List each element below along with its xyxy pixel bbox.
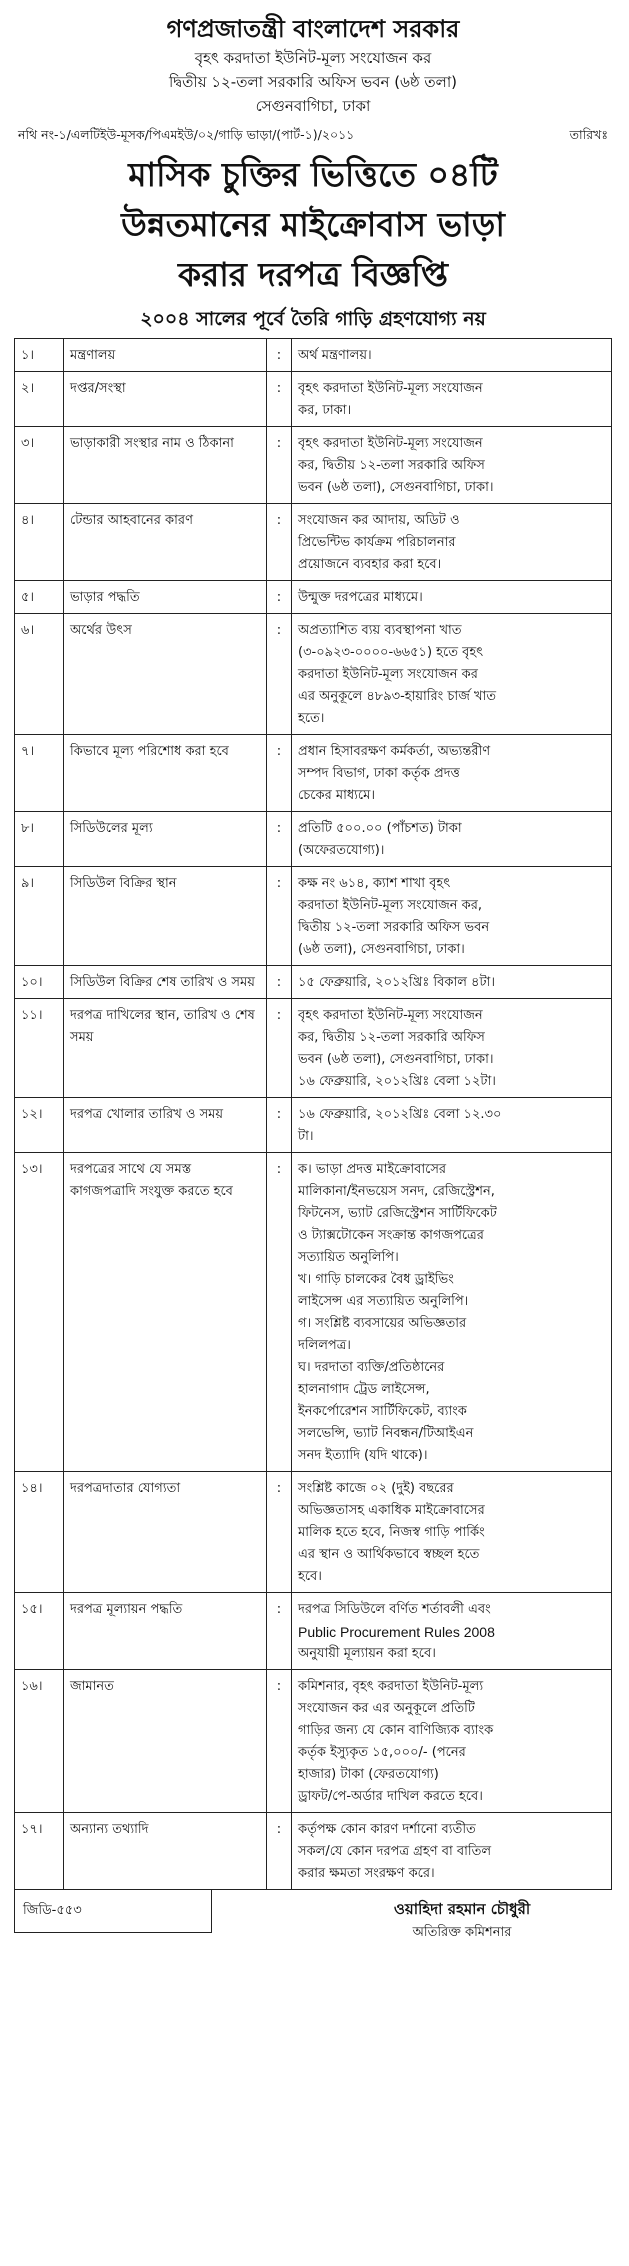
date-label: তারিখঃ (569, 127, 608, 142)
row-label: টেন্ডার আহবানের কারণ (64, 504, 267, 581)
value-line: সংযোজন কর এর অনুকূলে প্রতিটি (298, 1701, 475, 1716)
value-line: হতে। (298, 711, 325, 726)
value-line: (৬ষ্ঠ তলা), সেগুনবাগিচা, ঢাকা। (298, 942, 465, 957)
title-line: উন্নতমানের মাইক্রোবাস ভাড়া (121, 205, 505, 244)
row-label: দরপত্র খোলার তারিখ ও সময় (64, 1098, 267, 1153)
value-line: গাড়ির জন্য যে কোন বাণিজ্যিক ব্যাংক (298, 1723, 494, 1738)
row-value (292, 812, 612, 867)
signatory-designation: অতিরিক্ত কমিশনার (412, 1925, 512, 1940)
value-line: করদাতা ইউনিট-মূল্য সংযোজন কর (298, 667, 478, 682)
row-number: ১৭। (15, 1813, 64, 1890)
building-name: দ্বিতীয় ১২-তলা সরকারি অফিস ভবন (৬ষ্ঠ তলা) (168, 73, 458, 91)
signatory-name: ওয়াহিদা রহমান চৌধুরী (393, 1900, 531, 1918)
value-line: গ। সংশ্লিষ্ট ব্যবসায়ের অভিজ্ঞতার (298, 1316, 467, 1331)
row-label: অন্যান্য তথ্যাদি (64, 1813, 267, 1890)
value-line: অভিজ্ঞতাসহ একাধিক মাইক্রোবাসের (298, 1503, 485, 1518)
row-separator: : (267, 504, 292, 581)
value-line: মালিকানা/ইনভয়েস সনদ, রেজিস্ট্রেশন, (298, 1184, 495, 1199)
value-line: সংযোজন কর আদায়, অডিট ও (298, 513, 460, 528)
row-value (292, 1813, 612, 1890)
row-number: ১৬। (15, 1670, 64, 1813)
value-line: (অফেরতযোগ্য)। (298, 843, 385, 858)
row-number: ১১। (15, 999, 64, 1098)
row-separator: : (267, 999, 292, 1098)
tender-notice (14, 8, 612, 1944)
row-value (292, 867, 612, 966)
value-line: বৃহৎ করদাতা ইউনিট-মূল্য সংযোজন (298, 436, 483, 451)
value-line: সকল/যে কোন দরপত্র গ্রহণ বা বাতিল (298, 1844, 492, 1859)
row-label: দপ্তর/সংস্থা (64, 372, 267, 427)
row-label: কিভাবে মূল্য পরিশোধ করা হবে (64, 735, 267, 812)
row-number: ৬। (15, 614, 64, 735)
row-separator: : (267, 867, 292, 966)
value-line: কমিশনার, বৃহৎ করদাতা ইউনিট-মূল্য (298, 1679, 484, 1694)
row-value (292, 999, 612, 1098)
value-line: ড্রাফট/পে-অর্ডার দাখিল করতে হবে। (298, 1789, 483, 1804)
row-value (292, 504, 612, 581)
row-value (292, 427, 612, 504)
value-line: ১৬ ফেব্রুয়ারি, ২০১২খ্রিঃ বেলা ১২.৩০ (298, 1107, 502, 1122)
row-value (292, 1593, 612, 1670)
value-line: লাইসেন্স এর সত্যায়িত অনুলিপি। (298, 1294, 469, 1309)
value-line: এর স্থান ও আর্থিকভাবে স্বচ্ছল হতে (298, 1547, 480, 1562)
value-line: মালিক হতে হবে, নিজস্ব গাড়ি পার্কিং (298, 1525, 485, 1540)
value-line: কর, দ্বিতীয় ১২-তলা সরকারি অফিস (298, 1030, 485, 1045)
row-number: ২। (15, 372, 64, 427)
value-line: হবে। (298, 1569, 322, 1584)
row-value (292, 966, 612, 999)
gd-code: জিডি-৫৫৩ (14, 1890, 212, 1933)
row-separator: : (267, 339, 292, 372)
value-line: বৃহৎ করদাতা ইউনিট-মূল্য সংযোজন (298, 1008, 483, 1023)
value-line: অনুযায়ী মূল্যায়ন করা হবে। (298, 1646, 436, 1661)
row-separator: : (267, 581, 292, 614)
value-line: ঘ। দরদাতা ব্যক্তি/প্রতিষ্ঠানের (298, 1360, 445, 1375)
value-line: প্রতিটি ৫০০.০০ (পাঁচশত) টাকা (298, 821, 462, 836)
row-separator: : (267, 1098, 292, 1153)
value-line: Public Procurement Rules 2008 (298, 1624, 495, 1640)
row-value (292, 372, 612, 427)
value-line: প্রয়োজনে ব্যবহার করা হবে। (298, 557, 442, 572)
value-line: দরপত্র সিডিউলে বর্ণিত শর্তাবলী এবং (298, 1602, 491, 1617)
table-row (15, 1098, 612, 1153)
row-separator: : (267, 735, 292, 812)
row-number: ৯। (15, 867, 64, 966)
table-row (15, 427, 612, 504)
row-label: ভাড়ার পদ্ধতি (64, 581, 267, 614)
value-line: কর্তৃক ইস্যুকৃত ১৫,০০০/- (পনের (298, 1745, 466, 1760)
title-line: মাসিক চুক্তির ভিত্তিতে ০৪টি (128, 155, 498, 194)
value-line: ভবন (৬ষ্ঠ তলা), সেগুনবাগিচা, ঢাকা। (298, 1052, 494, 1067)
value-line: ফিটনেস, ভ্যাট রেজিস্ট্রেশন সার্টিফিকেট (298, 1206, 497, 1221)
row-separator: : (267, 1813, 292, 1890)
value-line: হাজার) টাকা (ফেরতযোগ্য) (298, 1767, 439, 1782)
value-line: করার ক্ষমতা সংরক্ষণ করে। (298, 1866, 435, 1881)
row-separator: : (267, 1472, 292, 1593)
table-row (15, 614, 612, 735)
value-line: কর, দ্বিতীয় ১২-তলা সরকারি অফিস (298, 458, 485, 473)
notice-title (14, 150, 612, 300)
row-number: ৫। (15, 581, 64, 614)
row-number: ১। (15, 339, 64, 372)
row-value (292, 735, 612, 812)
value-line: (৩-০৯২৩-০০০০-৬৬৫১) হতে বৃহৎ (298, 645, 484, 660)
value-line: খ। গাড়ি চালকের বৈধ ড্রাইভিং (298, 1272, 454, 1287)
row-number: ৭। (15, 735, 64, 812)
row-value (292, 1098, 612, 1153)
tender-details-table (14, 338, 612, 1890)
value-line: বৃহৎ করদাতা ইউনিট-মূল্য সংযোজন (298, 381, 483, 396)
value-line: সলভেন্সি, ভ্যাট নিবন্ধন/টিআইএন (298, 1426, 474, 1441)
table-row (15, 999, 612, 1098)
table-row (15, 1153, 612, 1472)
table-row (15, 735, 612, 812)
value-line: সম্পদ বিভাগ, ঢাকা কর্তৃক প্রদত্ত (298, 766, 460, 781)
row-separator: : (267, 1593, 292, 1670)
row-value (292, 581, 612, 614)
table-row (15, 581, 612, 614)
table-row (15, 1813, 612, 1890)
government-name: গণপ্রজাতন্ত্রী বাংলাদেশ সরকার (166, 15, 460, 43)
value-line: হালনাগাদ ট্রেড লাইসেন্স, (298, 1382, 430, 1397)
title-line: করার দরপত্র বিজ্ঞপ্তি (177, 255, 449, 294)
row-number: ৩। (15, 427, 64, 504)
row-number: ৮। (15, 812, 64, 867)
value-line: কক্ষ নং ৬১৪, ক্যাশ শাখা বৃহৎ (298, 876, 451, 891)
row-separator: : (267, 614, 292, 735)
file-number: নথি নং-১/এলটিইউ-মূসক/পিএমইউ/০২/গাড়ি ভাড়া/(পার্ট-১)/২০১১ (18, 127, 355, 142)
value-line: প্রধান হিসাবরক্ষণ কর্মকর্তা, অভ্যন্তরীণ (298, 744, 491, 759)
table-row (15, 1472, 612, 1593)
row-value (292, 1472, 612, 1593)
reference-line (18, 124, 608, 146)
row-separator: : (267, 812, 292, 867)
row-label: সিডিউলের মূল্য (64, 812, 267, 867)
row-number: ১৩। (15, 1153, 64, 1472)
value-line: সংশ্লিষ্ট কাজে ০২ (দুই) বছরের (298, 1481, 454, 1496)
value-line: করদাতা ইউনিট-মূল্য সংযোজন কর, (298, 898, 483, 913)
row-number: ১৪। (15, 1472, 64, 1593)
row-label: দরপত্রের সাথে যে সমস্ত কাগজপত্রাদি সংযুক্ত করতে হবে (64, 1153, 267, 1472)
value-line: চেকের মাধ্যমে। (298, 788, 376, 803)
value-line: টা। (298, 1129, 314, 1144)
value-line: অর্থ মন্ত্রণালয়। (298, 348, 372, 363)
row-number: ১৫। (15, 1593, 64, 1670)
row-label: ভাড়াকারী সংস্থার নাম ও ঠিকানা (64, 427, 267, 504)
table-row (15, 372, 612, 427)
table-row (15, 504, 612, 581)
row-number: ৪। (15, 504, 64, 581)
table-row (15, 1593, 612, 1670)
row-label: সিডিউল বিক্রির স্থান (64, 867, 267, 966)
footer (14, 1890, 612, 1944)
unit-name: বৃহৎ করদাতা ইউনিট-মূল্য সংযোজন কর (194, 49, 432, 67)
value-line: কর্তৃপক্ষ কোন কারণ দর্শানো ব্যতীত (298, 1822, 476, 1837)
value-line: সত্যায়িত অনুলিপি। (298, 1250, 399, 1265)
value-line: উন্মুক্ত দরপত্রের মাধ্যমে। (298, 590, 423, 605)
table-row (15, 867, 612, 966)
value-line: ১৬ ফেব্রুয়ারি, ২০১২খ্রিঃ বেলা ১২টা। (298, 1074, 496, 1089)
signature-block (312, 1890, 612, 1944)
value-line: ভবন (৬ষ্ঠ তলা), সেগুনবাগিচা, ঢাকা। (298, 480, 494, 495)
row-label: সিডিউল বিক্রির শেষ তারিখ ও সময় (64, 966, 267, 999)
row-label: দরপত্রদাতার যোগ্যতা (64, 1472, 267, 1593)
row-number: ১০। (15, 966, 64, 999)
value-line: দ্বিতীয় ১২-তলা সরকারি অফিস ভবন (298, 920, 490, 935)
row-label: জামানত (64, 1670, 267, 1813)
value-line: সনদ ইত্যাদি (যদি থাকে)। (298, 1448, 428, 1463)
value-line: প্রিভেন্টিভ কার্যক্রম পরিচালনার (298, 535, 456, 550)
row-value (292, 1670, 612, 1813)
row-value (292, 339, 612, 372)
row-separator: : (267, 966, 292, 999)
row-number: ১২। (15, 1098, 64, 1153)
value-line: ক। ভাড়া প্রদত্ত মাইক্রোবাসের (298, 1162, 447, 1177)
row-value (292, 1153, 612, 1472)
row-label: অর্থের উৎস (64, 614, 267, 735)
table-row (15, 812, 612, 867)
table-row (15, 1670, 612, 1813)
row-separator: : (267, 1670, 292, 1813)
location: সেগুনবাগিচা, ঢাকা (255, 97, 371, 115)
row-separator: : (267, 427, 292, 504)
table-row (15, 966, 612, 999)
value-line: ও ট্যাক্সটোকেন সংক্রান্ত কাগজপত্রের (298, 1228, 484, 1243)
row-value (292, 614, 612, 735)
notice-subtitle: ২০০৪ সালের পূর্বে তৈরি গাড়ি গ্রহণযোগ্য নয় (140, 308, 486, 330)
table-row (15, 339, 612, 372)
row-label: মন্ত্রণালয় (64, 339, 267, 372)
row-separator: : (267, 1153, 292, 1472)
row-separator: : (267, 372, 292, 427)
row-label: দরপত্র দাখিলের স্থান, তারিখ ও শেষ সময় (64, 999, 267, 1098)
value-line: দলিলপত্র। (298, 1338, 351, 1353)
value-line: ১৫ ফেব্রুয়ারি, ২০১২খ্রিঃ বিকাল ৪টা। (298, 975, 495, 990)
value-line: কর, ঢাকা। (298, 403, 352, 418)
header (14, 12, 612, 118)
value-line: এর অনুকূলে ৪৮৯৩-হায়ারিং চার্জ খাত (298, 689, 497, 704)
value-line: অপ্রত্যাশিত ব্যয় ব্যবস্থাপনা খাত (298, 623, 462, 638)
value-line: ইনকর্পোরেশন সার্টিফিকেট, ব্যাংক (298, 1404, 467, 1419)
row-label: দরপত্র মূল্যায়ন পদ্ধতি (64, 1593, 267, 1670)
